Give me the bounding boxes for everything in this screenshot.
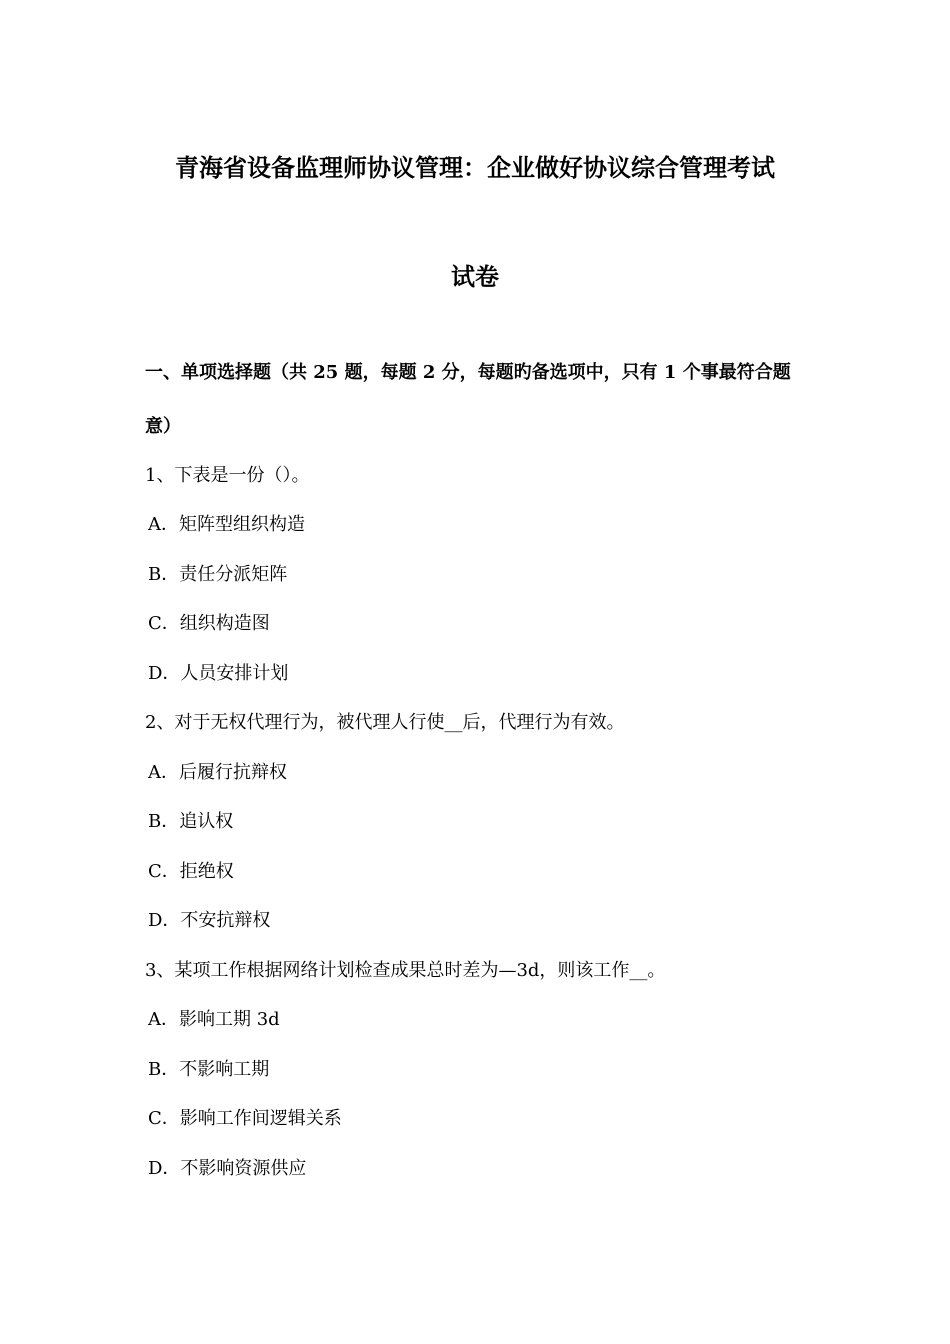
question-2-option-d: D．不安抗辩权 (148, 910, 271, 931)
document-title-line1: 青海省设备监理师协议管理：企业做好协议综合管理考试 (175, 153, 775, 182)
question-1-option-c: C．组织构造图 (148, 613, 270, 634)
question-3-option-c: C．影响工作间逻辑关系 (148, 1108, 342, 1129)
question-1-option-b: B．责任分派矩阵 (148, 564, 288, 585)
question-2-option-b: B．追认权 (148, 811, 234, 832)
question-3-option-b: B．不影响工期 (148, 1059, 270, 1080)
question-2-option-a: A．后履行抗辩权 (148, 762, 287, 783)
document-title-line2: 试卷 (451, 262, 499, 291)
question-3-option-a: A．影响工期 3d (148, 1009, 280, 1030)
question-3-option-d: D．不影响资源供应 (148, 1158, 307, 1179)
question-1-option-d: D．人员安排计划 (148, 663, 289, 684)
question-1-option-a: A．矩阵型组织构造 (148, 514, 305, 535)
question-1-stem: 1、下表是一份（）。 (145, 465, 310, 486)
question-3-stem: 3、某项工作根据网络计划检查成果总时差为—3d，则该工作__。 (145, 960, 666, 981)
section-heading-line1: 一、单项选择题（共 25 题，每题 2 分，每题旳备选项中，只有 1 个事最符合题 (145, 362, 791, 383)
question-2-option-c: C．拒绝权 (148, 861, 234, 882)
section-heading-line2: 意） (145, 416, 181, 437)
question-2-stem: 2、对于无权代理行为，被代理人行使__后，代理行为有效。 (145, 712, 625, 733)
